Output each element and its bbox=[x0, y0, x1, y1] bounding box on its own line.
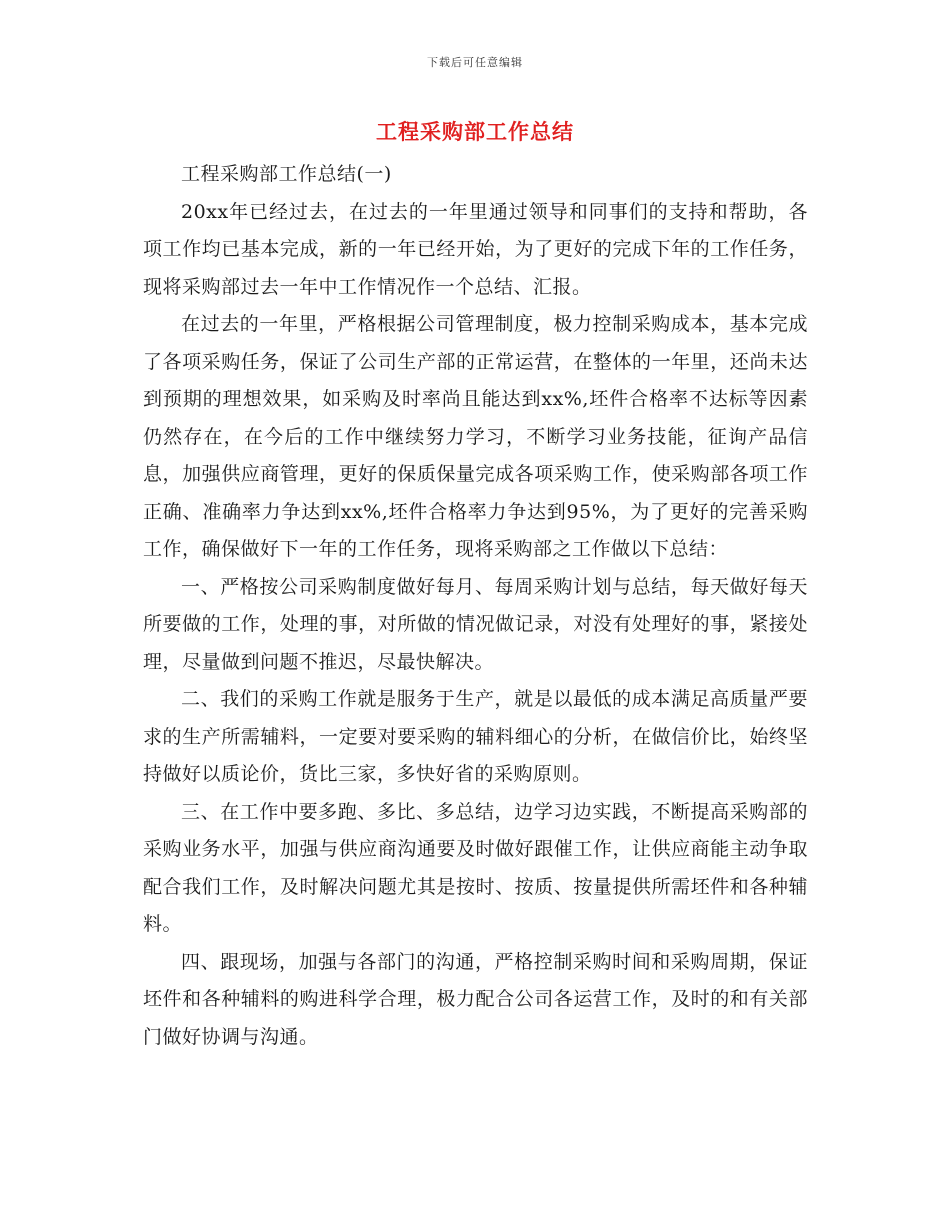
document-body bbox=[143, 156, 808, 1056]
document-title: 工程采购部工作总结 bbox=[376, 120, 574, 144]
paragraph-overview: 在过去的一年里，严格根据公司管理制度，极力控制采购成本，基本完成了各项采购任务，保证了公司生产部的正常运营，在整体的一年里，还尚未达到预期的理想效果，如采购及时率尚且能达到xx%,坯件合格率不达标等因素仍然存在，在今后的工作中继续努力学习，不断学习业务技能，征询产品信息，加强供应商管理，更好的保质保量完成各项采购工作，使采购部各项工作正确、准确率力争达到xx%,坯件合格率力争达到95%，为了更好的完善采购工作，确保做好下一年的工作任务，现将采购部之工作做以下总结： bbox=[143, 313, 808, 560]
paragraph-point-3: 三、在工作中要多跑、多比、多总结，边学习边实践，不断提高采购部的采购业务水平，加强与供应商沟通要及时做好跟催工作，让供应商能主动争取配合我们工作，及时解决问题尤其是按时、按质、按量提供所需坯件和各种辅料。 bbox=[143, 800, 808, 935]
section-heading: 工程采购部工作总结(一) bbox=[181, 163, 392, 185]
paragraph-intro: 20xx年已经过去，在过去的一年里通过领导和同事们的支持和帮助，各项工作均已基本完成，新的一年已经开始，为了更好的完成下年的工作任务，现将采购部过去一年中工作情况作一个总结、汇报。 bbox=[143, 200, 808, 298]
paragraph-point-4: 四、跟现场，加强与各部门的沟通，严格控制采购时间和采购周期，保证坯件和各种辅料的购进科学合理，极力配合公司各运营工作，及时的和有关部门做好协调与沟通。 bbox=[143, 950, 808, 1048]
paragraph-point-2: 二、我们的采购工作就是服务于生产，就是以最低的成本满足高质量严要求的生产所需辅料，一定要对要采购的辅料细心的分析，在做信价比，始终坚持做好以质论价，货比三家，多快好省的采购原则。 bbox=[143, 688, 808, 785]
paragraph-point-1: 一、严格按公司采购制度做好每月、每周采购计划与总结，每天做好每天所要做的工作，处理的事，对所做的情况做记录，对没有处理好的事，紧接处理，尽量做到问题不推迟，尽最快解决。 bbox=[143, 575, 808, 673]
header-note: 下载后可任意编辑 bbox=[427, 56, 523, 69]
